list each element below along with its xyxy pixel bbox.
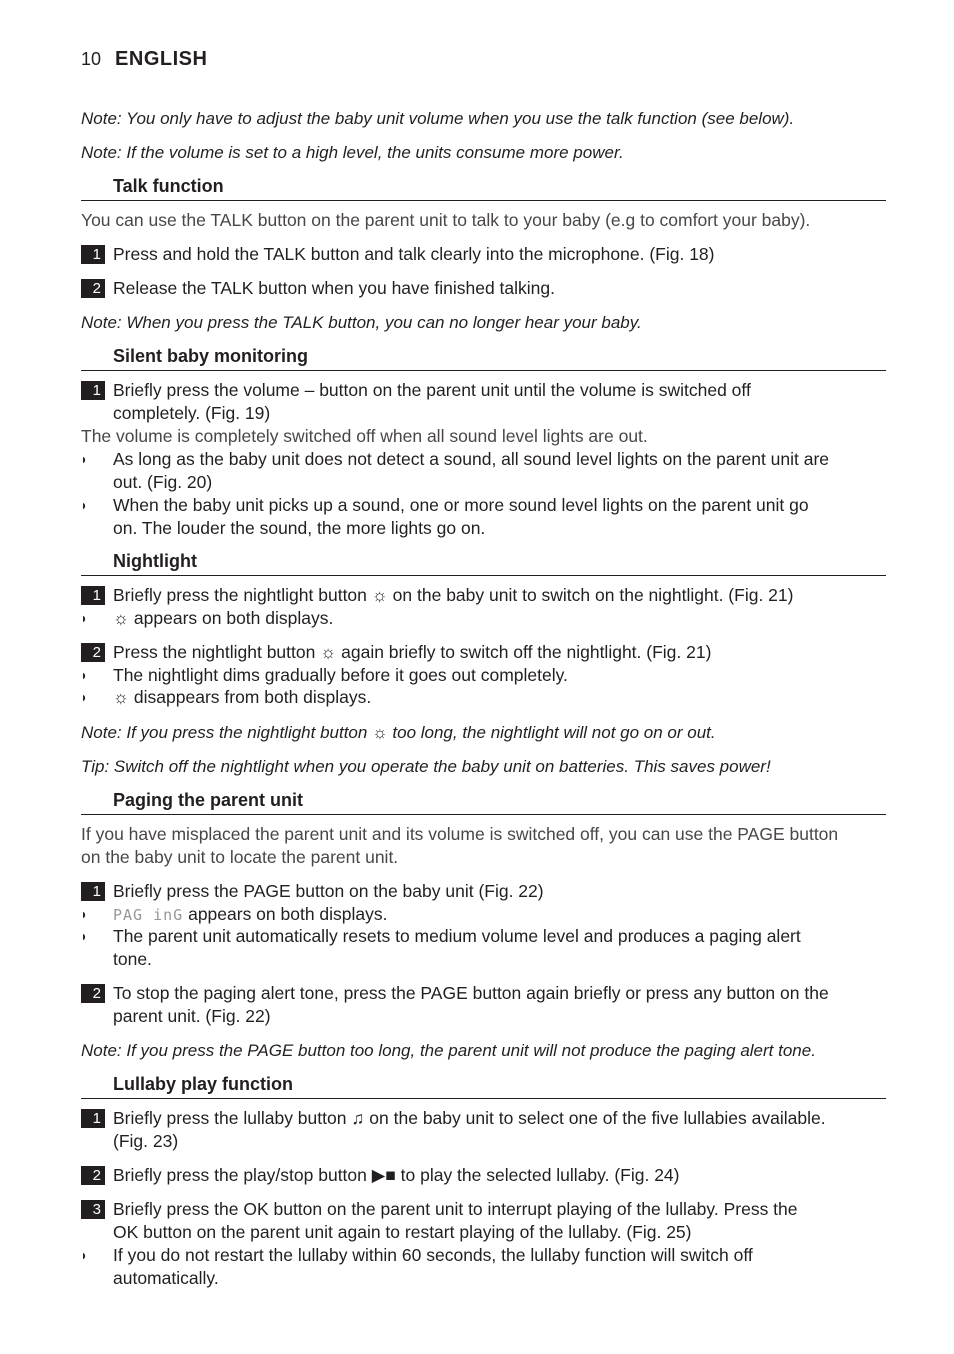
nightlight-note	[81, 721, 886, 744]
step-number: 1	[81, 882, 105, 901]
talk-intro: You can use the TALK button on the parent unit to talk to your baby (e.g to comfort your baby).	[81, 210, 811, 230]
bullet-icon: ◗	[81, 1247, 87, 1263]
bullet-text: As long as the baby unit does not detect a sound, all sound level lights on the parent unit are	[113, 449, 830, 469]
step-text: To stop the paging alert tone, press the PAGE button again briefly or press any button on the	[113, 983, 829, 1003]
heading-silent-monitoring: Silent baby monitoring	[113, 346, 309, 366]
nightlight-icon: ☼	[372, 723, 388, 742]
nightlight-bullet-2	[81, 664, 918, 687]
step-number: 2	[81, 1166, 105, 1185]
step-text: Briefly press the play/stop button ▶■ to play the selected lullaby. (Fig. 24)	[113, 1165, 680, 1185]
paging-intro: If you have misplaced the parent unit and its volume is switched off, you can use the PAGE button	[81, 824, 839, 844]
nightlight-bullet-1	[81, 607, 918, 630]
step-text: Release the TALK button when you have finished talking.	[113, 278, 556, 298]
step-number: 1	[81, 586, 105, 605]
page-number: 10	[81, 49, 102, 69]
lullaby-step-3-cont: OK button on the parent unit again to restart playing of the lullaby. (Fig. 25)	[113, 1222, 692, 1242]
step-number: 1	[81, 381, 105, 400]
paging-step-2	[81, 982, 918, 1005]
lullaby-step-2	[81, 1164, 918, 1187]
step-text: Briefly press the PAGE button on the baby unit (Fig. 22)	[113, 881, 544, 901]
silent-bullet-2-cont: on. The louder the sound, the more lights go on.	[113, 518, 486, 538]
paging-step-1	[81, 880, 918, 903]
nightlight-icon: ☼	[371, 585, 388, 605]
step-number: 2	[81, 279, 105, 298]
lullaby-bullet-1-cont: automatically.	[113, 1268, 219, 1288]
note-text-post: too long, the nightlight will not go on or out.	[387, 723, 716, 742]
nightlight-bullet-3	[81, 686, 918, 709]
note-volume-talk: Note: You only have to adjust the baby unit volume when you use the talk function (see below).	[81, 109, 795, 128]
bullet-text: appears on both displays.	[129, 608, 334, 628]
step-number: 2	[81, 984, 105, 1003]
bullet-text: The nightlight dims gradually before it goes out completely.	[113, 665, 568, 685]
page-header	[81, 48, 207, 74]
step-text-post: on the baby unit to switch on the nightlight. (Fig. 21)	[387, 585, 794, 605]
bullet-icon: ◗	[81, 610, 87, 626]
divider	[81, 575, 886, 576]
step-number: 3	[81, 1200, 105, 1219]
lcd-display-text: PAG inG	[113, 906, 184, 924]
divider	[81, 200, 886, 201]
bullet-icon: ◗	[81, 928, 87, 944]
bullet-text: disappears from both displays.	[129, 687, 372, 707]
lullaby-step-1-cont: (Fig. 23)	[113, 1131, 179, 1151]
note-volume-power: Note: If the volume is set to a high level, the units consume more power.	[81, 143, 624, 162]
silent-step-1-cont: completely. (Fig. 19)	[113, 403, 271, 423]
paging-bullet-1	[81, 903, 918, 927]
lullaby-step-1	[81, 1107, 918, 1130]
nightlight-icon: ☼	[320, 642, 337, 662]
step-text-pre: Press the nightlight button	[113, 642, 321, 662]
nightlight-icon: ☼	[113, 608, 130, 628]
lullaby-step-3	[81, 1198, 918, 1221]
bullet-icon: ◗	[81, 689, 87, 705]
silent-bullet-1	[81, 448, 918, 471]
language-label: ENGLISH	[115, 48, 208, 70]
silent-info: The volume is completely switched off when all sound level lights are out.	[81, 426, 648, 446]
step-text: Briefly press the lullaby button ♫ on the baby unit to select one of the five lullabies available.	[113, 1108, 826, 1128]
nightlight-tip: Tip: Switch off the nightlight when you operate the baby unit on batteries. This saves power!	[81, 757, 771, 776]
step-number: 1	[81, 245, 105, 264]
bullet-icon: ◗	[81, 667, 87, 683]
step-number: 1	[81, 1109, 105, 1128]
bullet-icon: ◗	[81, 451, 87, 467]
note-text-pre: Note: If you press the nightlight button	[81, 723, 373, 742]
bullet-icon: ◗	[81, 497, 87, 513]
step-text-pre: Briefly press the nightlight button	[113, 585, 372, 605]
divider	[81, 814, 886, 815]
bullet-icon: ◗	[81, 906, 87, 922]
silent-bullet-2	[81, 494, 918, 517]
heading-lullaby: Lullaby play function	[113, 1074, 294, 1094]
bullet-text: appears on both displays.	[183, 904, 388, 924]
divider	[81, 370, 886, 371]
talk-step-1	[81, 243, 918, 266]
nightlight-step-1	[81, 584, 918, 607]
bullet-text: The parent unit automatically resets to medium volume level and produces a paging alert	[113, 926, 801, 946]
step-text-post: again briefly to switch off the nightlight. (Fig. 21)	[336, 642, 712, 662]
paging-intro-cont: on the baby unit to locate the parent unit.	[81, 847, 399, 867]
heading-talk-function: Talk function	[113, 176, 224, 196]
heading-nightlight: Nightlight	[113, 551, 197, 571]
divider	[81, 1098, 886, 1099]
paging-step-2-cont: parent unit. (Fig. 22)	[113, 1006, 271, 1026]
paging-bullet-2-cont: tone.	[113, 949, 152, 969]
step-text: Briefly press the OK button on the parent unit to interrupt playing of the lullaby. Press the	[113, 1199, 798, 1219]
bullet-text: When the baby unit picks up a sound, one or more sound level lights on the parent unit go	[113, 495, 809, 515]
nightlight-step-2	[81, 641, 918, 664]
bullet-text: If you do not restart the lullaby within 60 seconds, the lullaby function will switch off	[113, 1245, 753, 1265]
step-number: 2	[81, 643, 105, 662]
heading-paging: Paging the parent unit	[113, 790, 304, 810]
nightlight-icon: ☼	[113, 687, 130, 707]
talk-note: Note: When you press the TALK button, you can no longer hear your baby.	[81, 313, 642, 332]
silent-bullet-1-cont: out. (Fig. 20)	[113, 472, 213, 492]
paging-note: Note: If you press the PAGE button too long, the parent unit will not produce the paging alert tone.	[81, 1041, 816, 1060]
paging-bullet-2	[81, 925, 918, 948]
talk-step-2	[81, 277, 918, 300]
step-text: Briefly press the volume – button on the parent unit until the volume is switched off	[113, 380, 751, 400]
silent-step-1	[81, 379, 918, 402]
lullaby-bullet-1	[81, 1244, 918, 1267]
step-text: Press and hold the TALK button and talk clearly into the microphone. (Fig. 18)	[113, 244, 715, 264]
